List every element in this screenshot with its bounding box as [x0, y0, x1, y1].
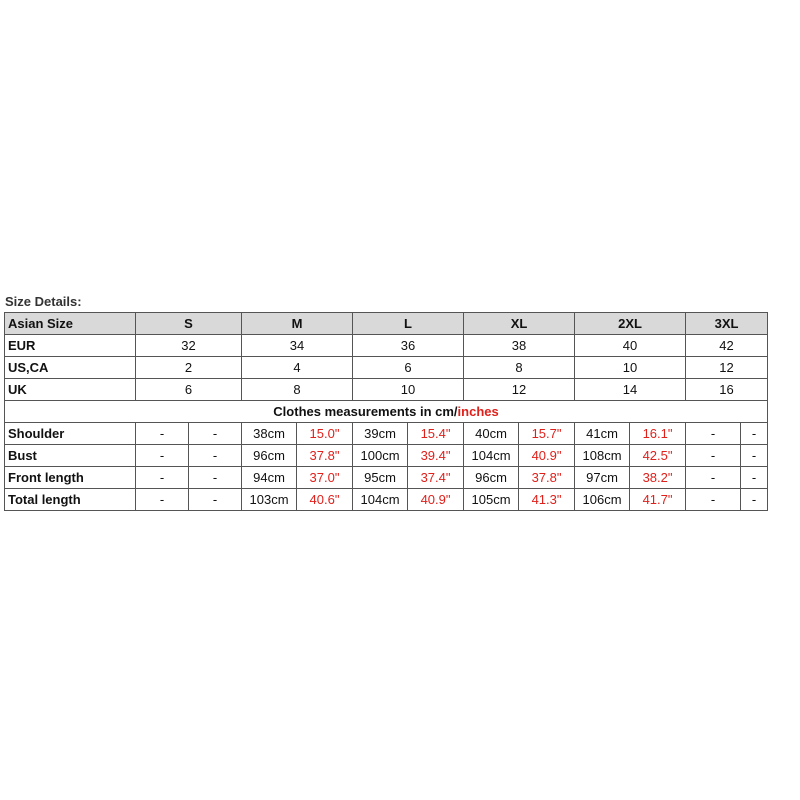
- table-cell: 6: [136, 379, 242, 401]
- cm-value-cell: 94cm: [242, 467, 297, 489]
- inch-value-cell: -: [189, 445, 242, 467]
- inch-value-cell: -: [741, 423, 768, 445]
- cm-value-cell: 97cm: [575, 467, 630, 489]
- size-xl-header: XL: [464, 313, 575, 335]
- cm-value-cell: 103cm: [242, 489, 297, 511]
- measurement-row: [5, 489, 768, 511]
- table-cell: 12: [686, 357, 768, 379]
- cm-value-cell: 96cm: [464, 467, 519, 489]
- header-label: Asian Size: [5, 313, 136, 335]
- row-label: Front length: [5, 467, 136, 489]
- row-label: EUR: [5, 335, 136, 357]
- section-row: [5, 401, 768, 423]
- table-cell: 32: [136, 335, 242, 357]
- cm-value-cell: 41cm: [575, 423, 630, 445]
- table-cell: 14: [575, 379, 686, 401]
- cm-value-cell: -: [686, 423, 741, 445]
- cm-value-cell: 105cm: [464, 489, 519, 511]
- cm-value-cell: -: [136, 467, 189, 489]
- inch-value-cell: 37.4": [408, 467, 464, 489]
- cm-value-cell: 96cm: [242, 445, 297, 467]
- row-label: Bust: [5, 445, 136, 467]
- cm-value-cell: -: [136, 445, 189, 467]
- inch-value-cell: -: [741, 467, 768, 489]
- inch-value-cell: 41.7": [630, 489, 686, 511]
- measurement-row: [5, 467, 768, 489]
- inch-value-cell: 37.0": [297, 467, 353, 489]
- inch-value-cell: 15.4": [408, 423, 464, 445]
- size-l-header: L: [353, 313, 464, 335]
- conversion-row-uk: [5, 379, 768, 401]
- measurement-row: [5, 445, 768, 467]
- inch-value-cell: 42.5": [630, 445, 686, 467]
- size-details-caption: Size Details:: [5, 294, 82, 309]
- inch-value-cell: 40.6": [297, 489, 353, 511]
- table-cell: 10: [575, 357, 686, 379]
- table-cell: 2: [136, 357, 242, 379]
- table-cell: 38: [464, 335, 575, 357]
- inch-value-cell: 16.1": [630, 423, 686, 445]
- inch-value-cell: 38.2": [630, 467, 686, 489]
- inch-value-cell: 40.9": [519, 445, 575, 467]
- inch-value-cell: 40.9": [408, 489, 464, 511]
- section-heading-prefix: Clothes measurements in cm/: [273, 404, 458, 419]
- inch-value-cell: 39.4": [408, 445, 464, 467]
- conversion-row-eur: [5, 335, 768, 357]
- inch-value-cell: -: [189, 489, 242, 511]
- inch-value-cell: 37.8": [297, 445, 353, 467]
- size-m-header: M: [242, 313, 353, 335]
- size-chart-table: [4, 312, 768, 511]
- cm-value-cell: 108cm: [575, 445, 630, 467]
- size-details: [4, 292, 767, 511]
- cm-value-cell: -: [136, 489, 189, 511]
- measurement-row: [5, 423, 768, 445]
- cm-value-cell: 38cm: [242, 423, 297, 445]
- cm-value-cell: 106cm: [575, 489, 630, 511]
- inch-value-cell: -: [741, 445, 768, 467]
- size-2xl-header: 2XL: [575, 313, 686, 335]
- table-cell: 12: [464, 379, 575, 401]
- conversion-row-us-ca: [5, 357, 768, 379]
- inch-value-cell: -: [741, 489, 768, 511]
- table-cell: 6: [353, 357, 464, 379]
- cm-value-cell: 39cm: [353, 423, 408, 445]
- inch-value-cell: -: [189, 423, 242, 445]
- cm-value-cell: -: [686, 489, 741, 511]
- cm-value-cell: -: [686, 467, 741, 489]
- inch-value-cell: -: [189, 467, 242, 489]
- table-cell: 36: [353, 335, 464, 357]
- table-cell: 8: [464, 357, 575, 379]
- row-label: Total length: [5, 489, 136, 511]
- size-chart-body: [5, 313, 768, 511]
- row-label: US,CA: [5, 357, 136, 379]
- inch-value-cell: 15.7": [519, 423, 575, 445]
- cm-value-cell: 95cm: [353, 467, 408, 489]
- table-cell: 40: [575, 335, 686, 357]
- size-3xl-header: 3XL: [686, 313, 768, 335]
- cm-value-cell: -: [136, 423, 189, 445]
- measurements-section-heading: [5, 401, 768, 423]
- size-s-header: S: [136, 313, 242, 335]
- inch-value-cell: 15.0": [297, 423, 353, 445]
- cm-value-cell: -: [686, 445, 741, 467]
- row-label: Shoulder: [5, 423, 136, 445]
- inch-value-cell: 41.3": [519, 489, 575, 511]
- table-cell: 10: [353, 379, 464, 401]
- row-label: UK: [5, 379, 136, 401]
- table-cell: 8: [242, 379, 353, 401]
- inch-value-cell: 37.8": [519, 467, 575, 489]
- cm-value-cell: 100cm: [353, 445, 408, 467]
- table-cell: 34: [242, 335, 353, 357]
- cm-value-cell: 104cm: [353, 489, 408, 511]
- table-cell: 42: [686, 335, 768, 357]
- section-heading-inches: inches: [457, 404, 499, 419]
- cm-value-cell: 40cm: [464, 423, 519, 445]
- table-cell: 4: [242, 357, 353, 379]
- table-cell: 16: [686, 379, 768, 401]
- header-row: [5, 313, 768, 335]
- cm-value-cell: 104cm: [464, 445, 519, 467]
